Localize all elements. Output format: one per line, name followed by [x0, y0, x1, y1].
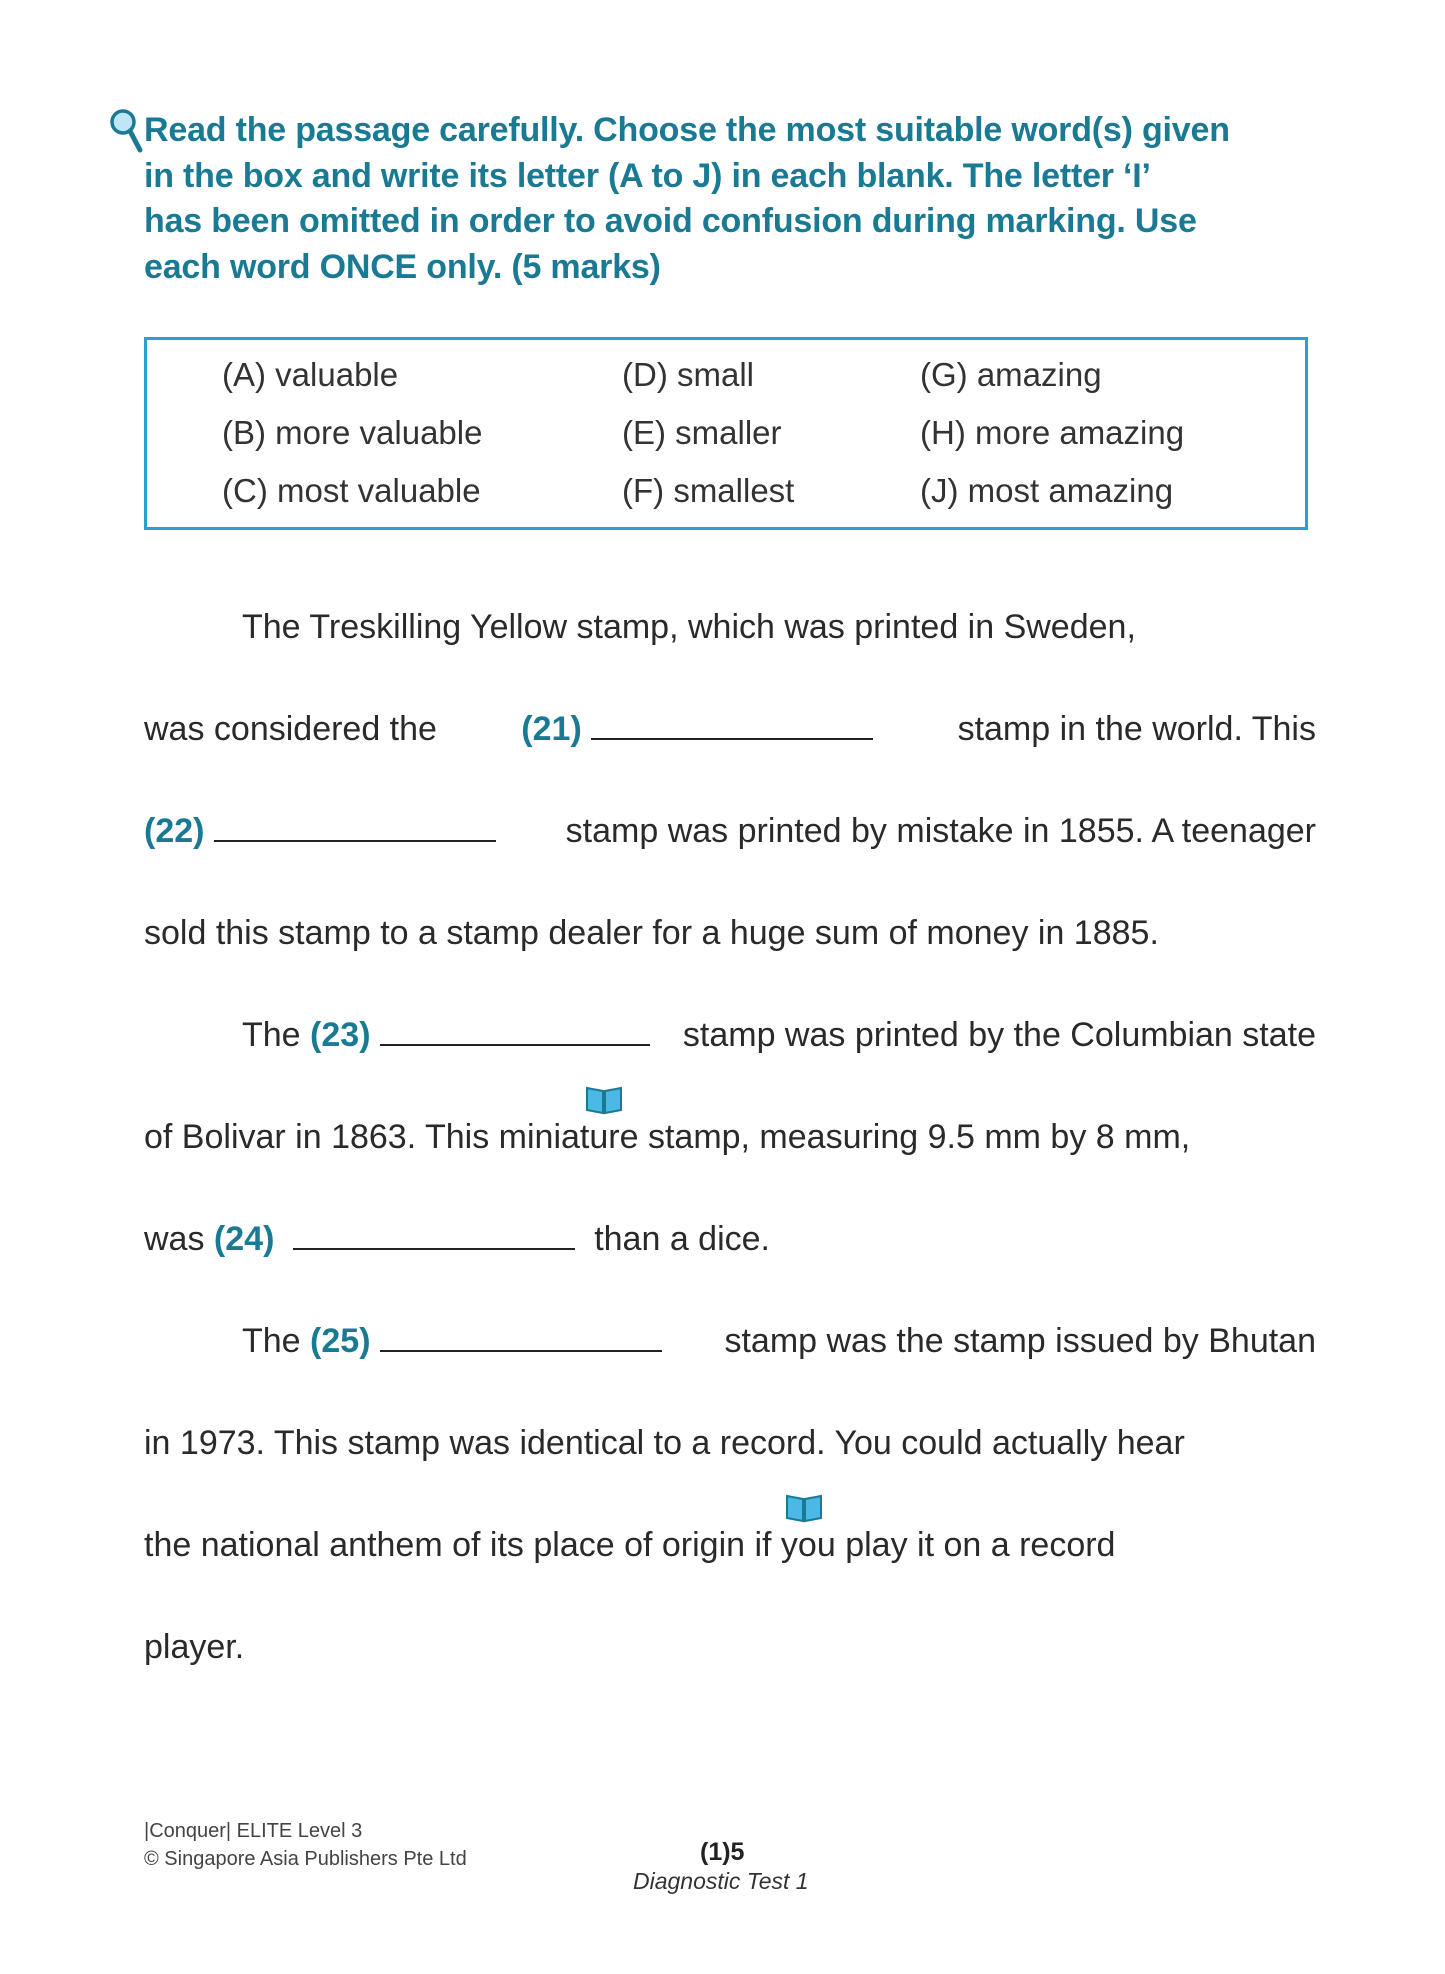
- answer-blank-24[interactable]: [293, 1247, 575, 1250]
- instructions: [144, 108, 1316, 290]
- question-number: (23): [310, 1016, 371, 1054]
- page-number: (1)5: [700, 1838, 745, 1866]
- passage-line: of Bolivar in 1863. This miniature stamp, measuring 9.5 mm by 8 mm,: [144, 1118, 1191, 1156]
- magnifier-icon: [108, 108, 144, 156]
- footer-credits: [144, 1817, 467, 1873]
- word-option: (F) smallest: [622, 472, 795, 509]
- answer-blank-21[interactable]: [591, 737, 873, 740]
- series-name: |Conquer| ELITE Level 3: [144, 1820, 363, 1842]
- passage-line: The Treskilling Yellow stamp, which was printed in Sweden,: [242, 608, 1136, 646]
- word-option: (G) amazing: [920, 356, 1102, 393]
- question-number: (24): [213, 1220, 275, 1258]
- word-option: (J) most amazing: [920, 472, 1174, 509]
- instruction-line: has been omitted in order to avoid confusion during marking. Use: [144, 202, 1197, 240]
- test-name: Diagnostic Test 1: [633, 1868, 809, 1894]
- answer-blank-23[interactable]: [380, 1043, 650, 1046]
- answer-blank-25[interactable]: [380, 1349, 662, 1352]
- passage-line: was (24) than a dice.: [144, 1220, 770, 1258]
- book-icon: [584, 1082, 624, 1116]
- passage-line: in 1973. This stamp was identical to a record. You could actually hear: [144, 1424, 1185, 1462]
- instruction-line: Read the passage carefully. Choose the most suitable word(s) given: [144, 111, 1230, 149]
- passage-line: The (25) stamp was the stamp issued by Bhutan: [242, 1322, 1316, 1360]
- passage-line: player.: [144, 1628, 245, 1666]
- book-icon: [784, 1490, 824, 1524]
- passage-line: (22) stamp was printed by mistake in 1855. A teenager: [144, 812, 1316, 850]
- word-option: (C) most valuable: [222, 472, 481, 509]
- instruction-line: in the box and write its letter (A to J) in each blank. The letter ‘I’: [144, 156, 1151, 195]
- passage-line: sold this stamp to a stamp dealer for a huge sum of money in 1885.: [144, 914, 1159, 952]
- word-option: (E) smaller: [622, 414, 782, 451]
- word-option: (B) more valuable: [222, 414, 483, 451]
- word-option: (A) valuable: [222, 356, 399, 393]
- copyright: © Singapore Asia Publishers Pte Ltd: [144, 1848, 467, 1870]
- word-option: (H) more amazing: [920, 414, 1185, 451]
- passage-line: The (23) stamp was printed by the Columbian state: [242, 1016, 1316, 1054]
- question-number: (25): [310, 1322, 371, 1360]
- answer-blank-22[interactable]: [214, 839, 496, 842]
- question-number: (22): [144, 812, 205, 850]
- question-number: (21): [521, 710, 582, 748]
- instruction-line: each word ONCE only. (5 marks): [144, 247, 661, 286]
- passage-line: was considered the (21) stamp in the world. This: [144, 710, 1316, 748]
- passage-line: the national anthem of its place of origin if you play it on a record: [144, 1526, 1116, 1564]
- word-option: (D) small: [622, 356, 754, 393]
